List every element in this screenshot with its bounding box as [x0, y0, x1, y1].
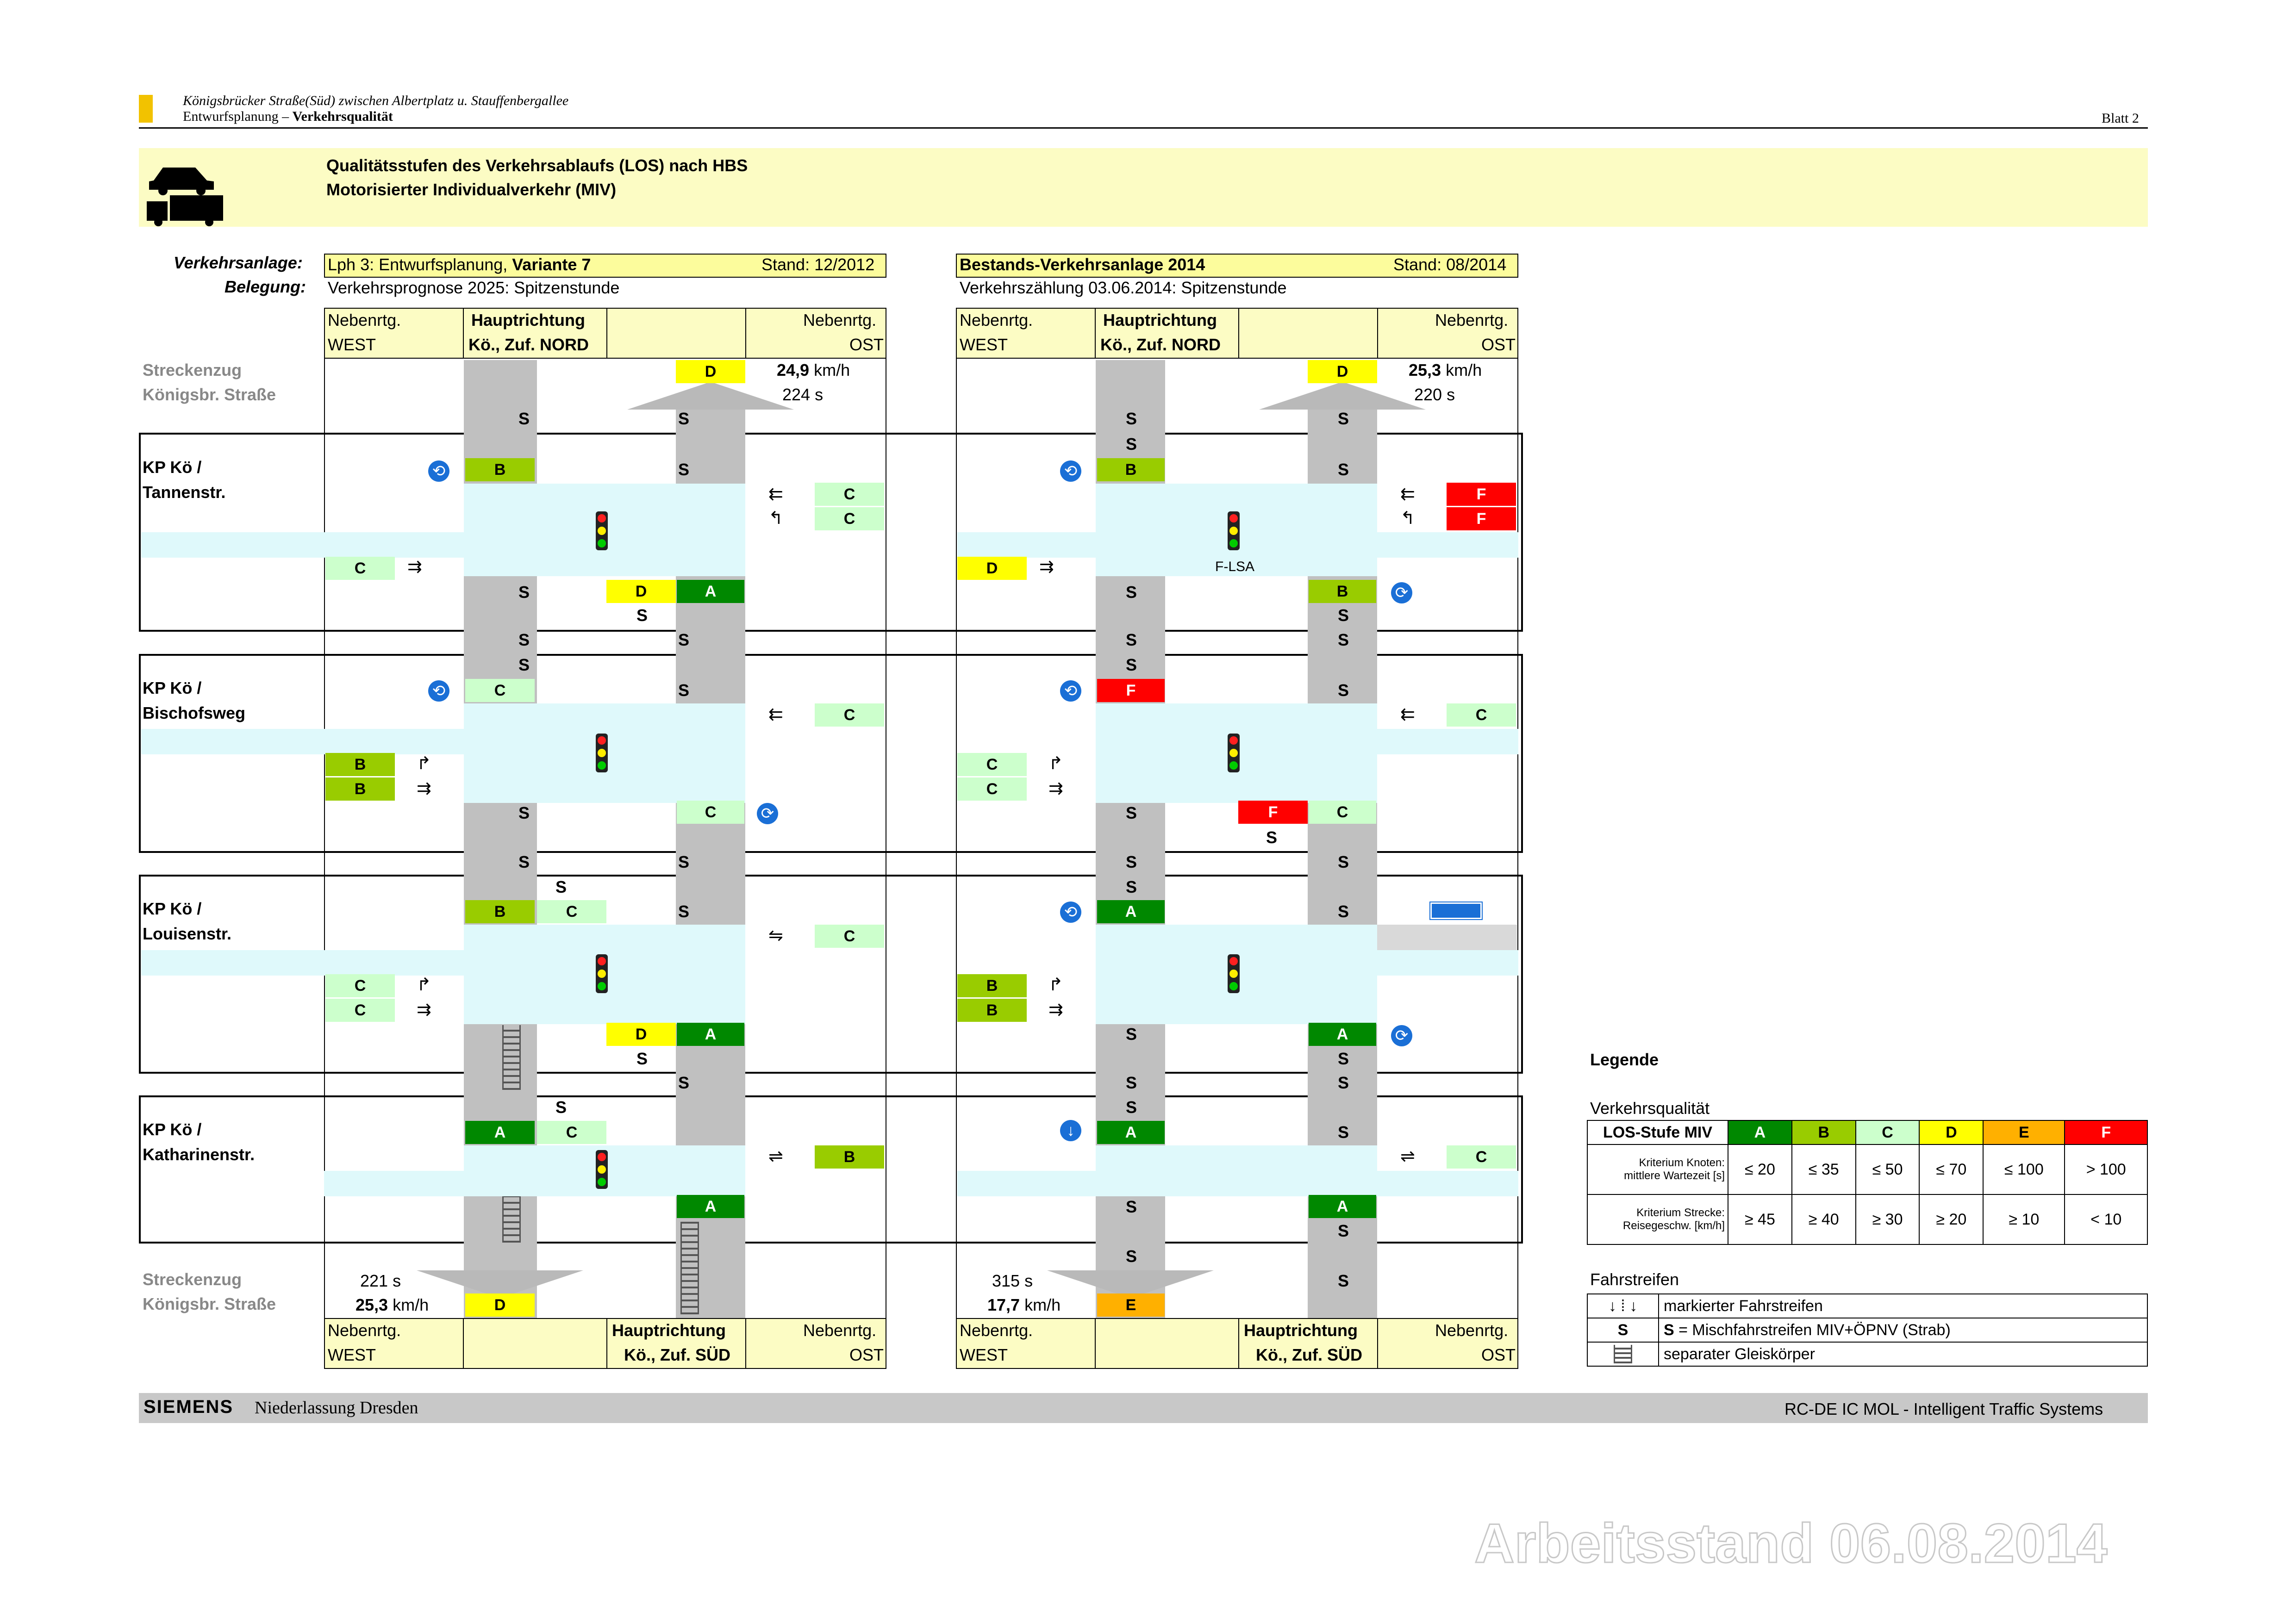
left-foot-ost: OST: [849, 1345, 884, 1364]
los-legend-level: A: [1728, 1120, 1792, 1144]
left-j3-nord1-los: B: [465, 900, 535, 923]
junction-1-name: KP Kö / Tannenstr.: [143, 458, 226, 502]
los-legend-strecke-value: ≥ 20: [1919, 1194, 1983, 1244]
streckenzug-bottom-2: Königsbr. Straße: [143, 1294, 276, 1313]
junction-3-name: KP Kö / Louisenstr.: [143, 899, 232, 943]
left-foot-row: [324, 1318, 886, 1369]
right-s-label: S: [1126, 409, 1137, 428]
left-j1-east2-los: C: [815, 507, 884, 530]
left-j3-east-arrow-icon: ⇋: [768, 926, 783, 945]
los-legend-level: E: [1983, 1120, 2065, 1144]
right-j2-west2-los: C: [957, 777, 1027, 801]
right-s-label: S: [1126, 435, 1137, 454]
right-arrow-north: [1259, 382, 1426, 410]
left-s-label: S: [678, 852, 690, 871]
left-j3-west2-arrow-icon: ⇉: [417, 1000, 431, 1020]
los-legend-knoten-label: Kriterium Knoten: mittlere Wartezeit [s]: [1587, 1144, 1728, 1194]
left-j3-west1-los: C: [325, 974, 395, 997]
left-j1-east2-arrow-icon: ↰: [768, 509, 783, 528]
left-head-row: [324, 308, 886, 359]
right-s-label: S: [1338, 1221, 1349, 1240]
left-s-label: S: [518, 852, 530, 871]
left-s-label: S: [518, 655, 530, 674]
right-j3-west1-los: B: [957, 974, 1027, 997]
left-anlage: Lph 3: Entwurfsplanung, Variante 7: [328, 255, 591, 274]
left-top-time: 224 s: [782, 385, 824, 404]
left-j1-east1-los: C: [815, 483, 884, 506]
los-legend-strecke-value: ≥ 10: [1983, 1194, 2065, 1244]
junction-4-name: KP Kö / Katharinenstr.: [143, 1120, 255, 1164]
right-foot-ost: OST: [1481, 1345, 1516, 1364]
right-s-label: S: [1338, 1123, 1349, 1142]
right-j1-sued-los: B: [1309, 580, 1376, 603]
left-west: WEST: [328, 335, 376, 354]
left-j3-west2-los: C: [325, 999, 395, 1022]
right-anlage: Bestands-Verkehrsanlage 2014: [960, 255, 1205, 274]
left-j2-west1-los: B: [325, 753, 395, 776]
right-nebenrtg-west: Nebenrtg.: [960, 311, 1033, 330]
fs-legend-1: markierter Fahrstreifen: [1659, 1294, 2147, 1318]
right-j3-closed-road: [1377, 925, 1517, 950]
left-s-label: S: [678, 409, 690, 428]
right-j1-east1-los: F: [1447, 483, 1516, 506]
streckenzug-top-2: Königsbr. Straße: [143, 385, 276, 404]
right-s-label: S: [1338, 1073, 1349, 1092]
right-j2-west1-arrow-icon: ↱: [1048, 754, 1063, 773]
left-j2-nord-los: C: [465, 679, 535, 702]
right-foot-hauptrichtung: Hauptrichtung: [1244, 1321, 1358, 1340]
right-s-label: S: [1338, 409, 1349, 428]
fs-legend-2: S = Mischfahrstreifen MIV+ÖPNV (Strab): [1659, 1318, 2147, 1342]
streckenzug-top-1: Streckenzug: [143, 361, 242, 379]
left-foot-sued: Kö., Zuf. SÜD: [624, 1345, 730, 1364]
right-s-label: S: [1126, 1247, 1137, 1266]
los-legend-strecke-value: ≥ 40: [1792, 1194, 1856, 1244]
right-j1-west-arrow-icon: ⇉: [1039, 557, 1054, 577]
left-j2-east-los: C: [815, 703, 884, 727]
left-j1-nord-los: B: [465, 458, 535, 481]
right-head-row: [956, 308, 1518, 359]
right-west: WEST: [960, 335, 1008, 354]
left-s-label: S: [678, 902, 690, 921]
right-hauptrichtung: Hauptrichtung: [1103, 311, 1217, 330]
banner-line-1: Qualitätsstufen des Verkehrsablaufs (LOS) nach HBS: [326, 156, 748, 175]
doc-title: Königsbrücker Straße(Süd) zwischen Albertplatz u. Stauffenbergallee: [183, 93, 569, 108]
left-j4-nord1-los: A: [465, 1121, 535, 1144]
left-hauptrichtung: Hauptrichtung: [471, 311, 585, 330]
right-bottom-time: 315 s: [992, 1271, 1033, 1290]
left-j1-signal-icon: [596, 511, 608, 550]
left-j2-east-arrow-icon: ⇇: [768, 705, 783, 724]
left-belegung: Verkehrsprognose 2025: Spitzenstunde: [328, 278, 620, 297]
right-nebenrtg-ost: Nebenrtg.: [1435, 311, 1509, 330]
right-j1-east2-arrow-icon: ↰: [1400, 509, 1415, 528]
right-j2-east-arrow-icon: ⇇: [1400, 705, 1415, 724]
right-j1-west-los: D: [957, 557, 1027, 580]
left-nord: Kö., Zuf. NORD: [468, 335, 589, 354]
left-s-label: S: [636, 606, 648, 625]
right-j1-signal-icon: [1228, 511, 1240, 550]
left-foot-nebenrtg-west: Nebenrtg.: [328, 1321, 401, 1340]
verkehrsanlage-label: Verkehrsanlage:: [174, 253, 303, 272]
right-s-label: S: [1126, 630, 1137, 649]
right-j4-east-los: C: [1447, 1145, 1516, 1169]
right-nord: Kö., Zuf. NORD: [1100, 335, 1221, 354]
left-j1-sued2-los: A: [677, 580, 744, 603]
left-j4-nord2-los: C: [537, 1121, 606, 1144]
left-j4-east-los: B: [815, 1145, 884, 1169]
right-j2-west2-arrow-icon: ⇉: [1048, 779, 1063, 798]
left-s-label: S: [678, 630, 690, 649]
right-j1-turn-icon: ⟲: [1060, 460, 1081, 482]
right-foot-nebenrtg-west: Nebenrtg.: [960, 1321, 1033, 1340]
right-j4-sued-los: A: [1309, 1195, 1376, 1218]
sheet-number: Blatt 2: [2102, 111, 2139, 126]
los-legend-strecke-value: < 10: [2065, 1194, 2147, 1244]
right-j3-turn-icon-2: ⟳: [1391, 1025, 1412, 1046]
right-foot-sued: Kö., Zuf. SÜD: [1256, 1345, 1362, 1364]
right-j3-west2-arrow-icon: ⇉: [1048, 1000, 1063, 1020]
right-j3-turn-icon: ⟲: [1060, 902, 1081, 923]
right-s-label: S: [1126, 877, 1137, 896]
right-j1-flsa: F-LSA: [1215, 559, 1255, 574]
right-top-speed: 25,3 km/h: [1409, 361, 1482, 379]
watermark: Arbeitsstand 06.08.2014: [1474, 1512, 2108, 1574]
left-j2-west2-los: B: [325, 777, 395, 801]
fahrstreifen-title: Fahrstreifen: [1590, 1270, 1679, 1289]
left-j2-sued-los: C: [677, 801, 744, 824]
belegung-label: Belegung:: [225, 277, 306, 296]
los-legend-level: B: [1792, 1120, 1856, 1144]
left-stand: Stand: 12/2012: [761, 255, 875, 274]
right-j1-east1-arrow-icon: ⇇: [1400, 485, 1415, 504]
right-s-label: S: [1338, 852, 1349, 871]
left-j4-rail-icon: [502, 1196, 521, 1243]
right-bottom-speed: 17,7 km/h: [987, 1295, 1061, 1314]
left-j3-east-los: C: [815, 925, 884, 948]
left-nebenrtg-west: Nebenrtg.: [328, 311, 401, 330]
logo-icon: [139, 95, 153, 123]
left-top-speed: 24,9 km/h: [777, 361, 850, 379]
fahrstreifen-legend-table: [1587, 1293, 2148, 1367]
right-s-label: S: [1126, 803, 1137, 822]
left-j2-turn-icon: ⟲: [428, 680, 449, 702]
left-j4-signal-icon: [596, 1150, 608, 1189]
right-s-label: S: [1338, 1049, 1349, 1068]
mixed-lane-icon: S: [1587, 1318, 1659, 1342]
los-legend-knoten-value: ≤ 35: [1792, 1144, 1856, 1194]
left-bottom-speed: 25,3 km/h: [356, 1295, 429, 1314]
right-s-label: S: [1338, 606, 1349, 625]
right-foot-nebenrtg-ost: Nebenrtg.: [1435, 1321, 1509, 1340]
left-j3-west1-arrow-icon: ↱: [417, 975, 431, 995]
left-j1-sued1-los: D: [606, 580, 676, 603]
right-bottom-los: E: [1097, 1293, 1165, 1317]
vehicle-icon: [144, 157, 228, 227]
left-j2-west2-arrow-icon: ⇉: [417, 779, 431, 798]
left-ost: OST: [849, 335, 884, 354]
los-legend-level: C: [1856, 1120, 1920, 1144]
left-s-label: S: [678, 1073, 690, 1092]
right-j1-nord-los: B: [1097, 458, 1165, 481]
los-legend-strecke-label: Kriterium Strecke: Reisegeschw. [km/h]: [1587, 1194, 1728, 1244]
right-j1-turn-icon-2: ⟳: [1391, 582, 1412, 603]
right-j2-sued2-los: C: [1309, 801, 1376, 824]
legend-title: Legende: [1590, 1050, 1659, 1069]
los-legend-table: [1587, 1120, 2148, 1245]
left-bottom-time: 221 s: [360, 1271, 401, 1290]
footer-office: Niederlassung Dresden: [255, 1398, 418, 1418]
los-legend-level: D: [1919, 1120, 1983, 1144]
left-j1-west-arrow-icon: ⇉: [407, 557, 422, 577]
right-j3-west2-los: B: [957, 999, 1027, 1022]
right-j4-east-arrow-icon: ⇌: [1400, 1147, 1415, 1166]
los-legend-strecke-value: ≥ 30: [1856, 1194, 1920, 1244]
los-legend-knoten-value: > 100: [2065, 1144, 2147, 1194]
streckenzug-bottom-1: Streckenzug: [143, 1270, 242, 1289]
los-legend-header: LOS-Stufe MIV: [1587, 1120, 1728, 1144]
left-foot-west: WEST: [328, 1345, 376, 1364]
right-j4-nord-los: A: [1097, 1121, 1165, 1144]
right-j4-crossing: [1096, 1145, 1377, 1196]
left-j3-sued2-los: A: [677, 1023, 744, 1046]
right-j1-east2-los: F: [1447, 507, 1516, 530]
left-s-label: S: [518, 803, 530, 822]
los-legend-level: F: [2065, 1120, 2147, 1144]
right-j3-signal-icon: [1228, 954, 1240, 993]
right-s-label: S: [1126, 852, 1137, 871]
footer-brand: SIEMENS: [144, 1397, 234, 1417]
right-j2-nord-los: F: [1097, 679, 1165, 702]
lane-marker-icon: ↓ ⁞ ↓: [1587, 1294, 1659, 1318]
right-top-los: D: [1308, 360, 1377, 383]
left-s-label: S: [518, 630, 530, 649]
right-j2-turn-icon: ⟲: [1060, 680, 1081, 702]
left-s-label: S: [518, 409, 530, 428]
right-j2-signal-icon: [1228, 734, 1240, 772]
left-s-label: S: [678, 681, 690, 700]
right-s-label: S: [1126, 1073, 1137, 1092]
right-s-label: S: [1126, 1025, 1137, 1044]
left-j2-turn-icon-2: ⟳: [757, 803, 778, 824]
los-legend-knoten-value: ≤ 70: [1919, 1144, 1983, 1194]
right-s-label: S: [1126, 1197, 1137, 1216]
right-s-label: S: [1338, 1271, 1349, 1290]
left-j4-rail-icon-2: [680, 1222, 699, 1314]
footer-right: RC-DE IC MOL - Intelligent Traffic Systems: [1784, 1399, 2103, 1418]
left-arrow-north: [627, 382, 794, 410]
left-j2-west1-arrow-icon: ↱: [417, 754, 431, 773]
right-j2-east-los: C: [1447, 703, 1516, 727]
left-bottom-los: D: [465, 1293, 535, 1317]
los-legend-knoten-value: ≤ 50: [1856, 1144, 1920, 1194]
right-s-label: S: [1338, 460, 1349, 479]
banner-line-2: Motorisierter Individualverkehr (MIV): [326, 180, 617, 199]
left-j4-east-arrow-icon: ⇌: [768, 1147, 783, 1166]
right-ost: OST: [1481, 335, 1516, 354]
left-j2-signal-icon: [596, 734, 608, 772]
right-foot-west: WEST: [960, 1345, 1008, 1364]
left-s-label: S: [636, 1049, 648, 1068]
right-s-label: S: [1266, 828, 1278, 847]
fs-legend-3: separater Gleiskörper: [1659, 1342, 2147, 1366]
left-j3-signal-icon: [596, 954, 608, 993]
left-s-label: S: [678, 460, 690, 479]
right-j3-sued-los: A: [1309, 1023, 1376, 1046]
junction-2-name: KP Kö / Bischofsweg: [143, 678, 246, 722]
right-j3-nord-los: A: [1097, 900, 1165, 923]
right-s-label: S: [1126, 583, 1137, 602]
los-legend-strecke-value: ≥ 45: [1728, 1194, 1792, 1244]
right-j2-sued1-los: F: [1238, 801, 1308, 824]
right-s-label: S: [1126, 1098, 1137, 1117]
right-s-label: S: [1338, 681, 1349, 700]
left-j3-nord2-los: C: [537, 900, 606, 923]
los-legend-knoten-value: ≤ 20: [1728, 1144, 1792, 1194]
rail-track-icon: [1587, 1342, 1659, 1366]
right-foot-row: [956, 1318, 1518, 1369]
right-j3-oneway-sign-icon: [1430, 902, 1482, 919]
left-s-label: S: [555, 1098, 567, 1117]
los-legend-knoten-value: ≤ 100: [1983, 1144, 2065, 1194]
right-top-time: 220 s: [1414, 385, 1455, 404]
left-j1-west-los: C: [325, 557, 395, 580]
right-s-label: S: [1126, 655, 1137, 674]
left-j4-sued-los: A: [677, 1195, 744, 1218]
left-top-los: D: [676, 360, 745, 383]
left-j1-east1-arrow-icon: ⇇: [768, 485, 783, 504]
doc-subtitle: Entwurfsplanung – Verkehrsqualität: [183, 109, 393, 124]
header-rule: [139, 127, 2148, 129]
left-j3-sued1-los: D: [606, 1023, 676, 1046]
left-foot-hauptrichtung: Hauptrichtung: [612, 1321, 726, 1340]
left-foot-nebenrtg-ost: Nebenrtg.: [803, 1321, 877, 1340]
right-stand: Stand: 08/2014: [1393, 255, 1507, 274]
right-j3-west1-arrow-icon: ↱: [1048, 975, 1063, 995]
left-j3-rail-icon: [502, 1025, 521, 1090]
right-belegung: Verkehrszählung 03.06.2014: Spitzenstunde: [960, 278, 1287, 297]
left-j1-turn-icon: ⟲: [428, 460, 449, 482]
right-s-label: S: [1338, 630, 1349, 649]
left-s-label: S: [518, 583, 530, 602]
right-s-label: S: [1338, 902, 1349, 921]
left-nebenrtg-ost: Nebenrtg.: [803, 311, 877, 330]
legend-vq-title: Verkehrsqualität: [1590, 1099, 1710, 1118]
right-j2-west1-los: C: [957, 753, 1027, 776]
right-j4-down-icon: ↓: [1060, 1120, 1081, 1141]
left-s-label: S: [555, 877, 567, 896]
